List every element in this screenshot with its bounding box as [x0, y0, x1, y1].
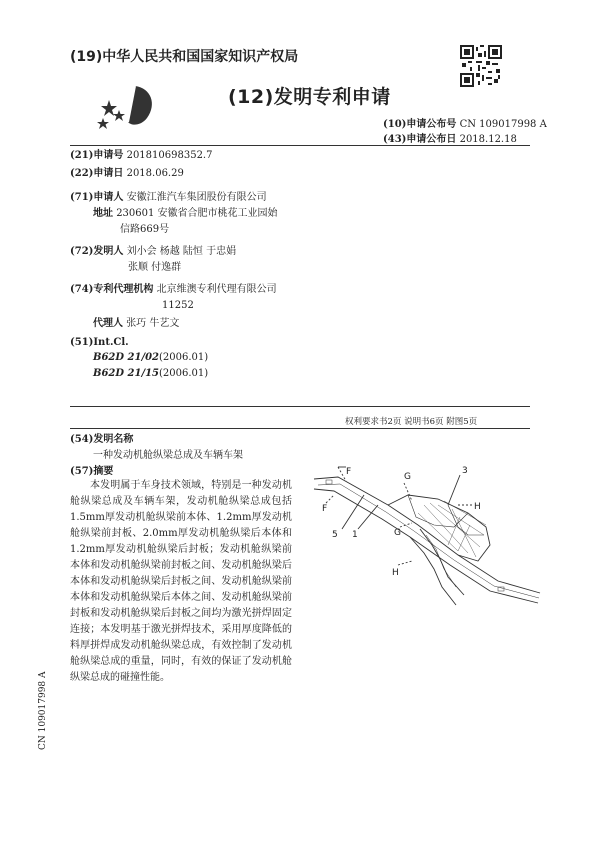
- label-part-1: 1: [352, 530, 358, 540]
- agents: 代理人 张巧 牛艺文: [93, 318, 180, 329]
- office-name: (19)中华人民共和国国家知识产权局: [70, 49, 299, 65]
- publication-number: (10)申请公布号 CN 109017998 A: [383, 119, 547, 130]
- cnipa-logo: [95, 80, 165, 130]
- invention-title: 一种发动机舱纵梁总成及车辆车架: [93, 450, 243, 461]
- ipc-class-1: B62D 21/02(2006.01): [93, 352, 209, 363]
- publication-date: (43)申请公布日 2018.12.18: [383, 134, 517, 145]
- application-number: (21)申请号 201810698352.7: [70, 150, 213, 161]
- qr-code: [460, 45, 502, 87]
- rail-assembly-figure: [308, 465, 546, 615]
- patent-agency: (74)专利代理机构 北京维澳专利代理有限公司: [70, 284, 277, 295]
- document-type: (12)发明专利申请: [228, 86, 391, 108]
- label-part-5: 5: [332, 530, 338, 540]
- pages-rule: [70, 428, 530, 429]
- applicant: (71)申请人 安徽江淮汽车集团股份有限公司: [70, 192, 267, 203]
- agency-code: 11252: [162, 300, 194, 311]
- header-rule: [70, 145, 530, 146]
- int-cl-label: (51)Int.Cl.: [70, 337, 129, 348]
- title-label: (54)发明名称: [70, 434, 134, 445]
- abstract-text: 本发明属于车身技术领域，特别是一种发动机舱纵梁总成及车辆车架，发动机舱纵梁总成包括1.5mm厚发动机舱纵梁前本体、1.2mm厚发动机舱纵梁前封板、2.0mm厚发动机舱纵梁后本体和1.2mm厚发动机舱纵梁后封板；发动机舱纵梁前本体和发动机舱纵梁前封板之间、发动机舱纵梁后本体和发动机舱纵梁后封板之间、发动机舱纵梁前本体和发动机舱纵梁后本体之间、发动机舱纵梁前封板和发动机舱纵梁后封板之间均为激光拼焊固定连接；本发明基于激光拼焊技术，采用厚度降低的料厚拼焊成发动机舱纵梁总成，有效控制了发动机舱纵梁总成的重量，同时，有效的保证了发动机舱纵梁总成的碰撞性能。: [70, 480, 292, 683]
- inventors: (72)发明人 刘小会 杨越 陆恒 于忠娟: [70, 246, 237, 257]
- biblio-rule: [70, 406, 530, 407]
- side-publication-number: CN 109017998 A: [38, 671, 48, 750]
- label-g-top: G: [404, 472, 411, 482]
- label-part-3: 3: [462, 466, 468, 476]
- label-h-right: H: [474, 502, 481, 512]
- application-date: (22)申请日 2018.06.29: [70, 168, 184, 179]
- address: 地址 230601 安徽省合肥市桃花工业园始: [93, 208, 278, 219]
- label-f-top: F: [346, 467, 352, 477]
- inventors-line-2: 张顺 付逸群: [128, 262, 182, 273]
- label-h-low: H: [392, 568, 399, 578]
- label-f-left: F: [322, 504, 328, 514]
- ipc-class-2: B62D 21/15(2006.01): [93, 368, 209, 379]
- page-counts: 权利要求书2页 说明书6页 附图5页: [345, 417, 478, 427]
- address-line-2: 信路669号: [120, 224, 170, 235]
- abstract-label: (57)摘要: [70, 466, 114, 477]
- label-g-mid: G: [394, 528, 401, 538]
